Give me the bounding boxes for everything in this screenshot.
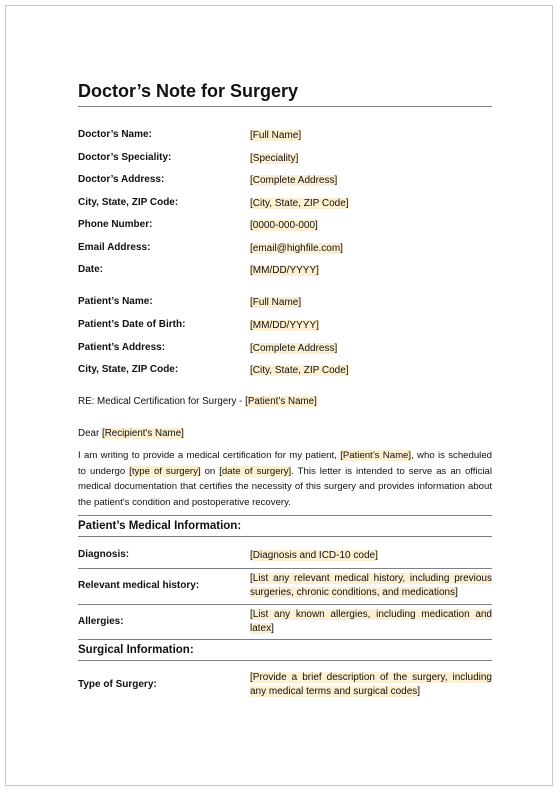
- history-row: [78, 572, 492, 602]
- doctor-email-label: Email Address:: [78, 242, 151, 253]
- allergies-field[interactable]: [List any known allergies, including medication and latex]: [250, 609, 492, 634]
- salutation-prefix: Dear: [78, 428, 102, 439]
- date-field[interactable]: [MM/DD/YYYY]: [250, 265, 319, 276]
- patient-name-label: Patient’s Name:: [78, 296, 153, 307]
- body-text-1: I am writing to provide a medical certification for my patient,: [78, 450, 341, 461]
- document-page: [5, 5, 553, 786]
- body-text-3: on: [200, 465, 220, 477]
- re-line: [78, 396, 492, 407]
- divider: [78, 568, 492, 569]
- doctor-phone-field[interactable]: [0000-000-000]: [250, 220, 318, 231]
- doctor-speciality-field[interactable]: [Speciality]: [250, 153, 299, 164]
- doctor-address-field[interactable]: [Complete Address]: [250, 175, 338, 186]
- medical-info-heading: Patient’s Medical Information:: [78, 515, 492, 537]
- re-patient-field[interactable]: [Patient’s Name]: [245, 396, 317, 407]
- doctor-name-label: Doctor’s Name:: [78, 129, 152, 140]
- recipient-field[interactable]: [Recipient's Name]: [101, 428, 184, 439]
- body-paragraph: [78, 448, 492, 510]
- allergies-row: [78, 608, 492, 638]
- history-field[interactable]: [List any relevant medical history, including previous surgeries, chronic conditions, and medications]: [250, 573, 492, 598]
- surgery-type-field[interactable]: [Provide a brief description of the surgery, including any medical terms and surgical codes]: [250, 672, 492, 697]
- document-title: Doctor’s Note for Surgery: [78, 81, 492, 107]
- history-label: Relevant medical history:: [78, 580, 200, 591]
- body-text-2: , who is scheduled to undergo: [78, 450, 492, 477]
- date-label: Date:: [78, 264, 104, 275]
- doctor-name-field[interactable]: [Full Name]: [250, 130, 302, 141]
- divider: [78, 604, 492, 605]
- allergies-label: Allergies:: [78, 616, 124, 627]
- body-surgery-type-field[interactable]: [type of surgery]: [129, 465, 201, 477]
- doctor-city-field[interactable]: [City, State, ZIP Code]: [250, 198, 349, 209]
- patient-dob-label: Patient’s Date of Birth:: [78, 319, 186, 330]
- patient-city-label: City, State, ZIP Code:: [78, 364, 179, 375]
- doctor-phone-label: Phone Number:: [78, 219, 153, 230]
- body-text-4: . This letter is intended to serve as an official medical documentation that certifies the necessity of this surgery and provides information about the patient's condition and postoperative recovery.: [78, 465, 492, 508]
- doctor-email-field[interactable]: [email@highfile.com]: [250, 243, 343, 254]
- patient-city-field[interactable]: [City, State, ZIP Code]: [250, 365, 349, 376]
- doctor-city-label: City, State, ZIP Code:: [78, 197, 179, 208]
- diagnosis-field[interactable]: [Diagnosis and ICD-10 code]: [250, 550, 378, 561]
- patient-dob-field[interactable]: [MM/DD/YYYY]: [250, 320, 319, 331]
- surgical-info-heading: Surgical Information:: [78, 639, 492, 661]
- body-patient-field[interactable]: [Patient’s Name]: [340, 450, 412, 461]
- salutation: [78, 428, 492, 439]
- patient-name-field[interactable]: [Full Name]: [250, 297, 302, 308]
- diagnosis-label: Diagnosis:: [78, 549, 130, 560]
- surgery-type-row: [78, 671, 492, 701]
- re-prefix: RE: Medical Certification for Surgery -: [78, 396, 246, 407]
- doctor-speciality-label: Doctor’s Speciality:: [78, 152, 172, 163]
- patient-address-label: Patient’s Address:: [78, 342, 166, 353]
- body-surgery-date-field[interactable]: [date of surgery]: [219, 465, 292, 477]
- patient-address-field[interactable]: [Complete Address]: [250, 343, 338, 354]
- surgery-type-label: Type of Surgery:: [78, 679, 157, 690]
- doctor-address-label: Doctor’s Address:: [78, 174, 165, 185]
